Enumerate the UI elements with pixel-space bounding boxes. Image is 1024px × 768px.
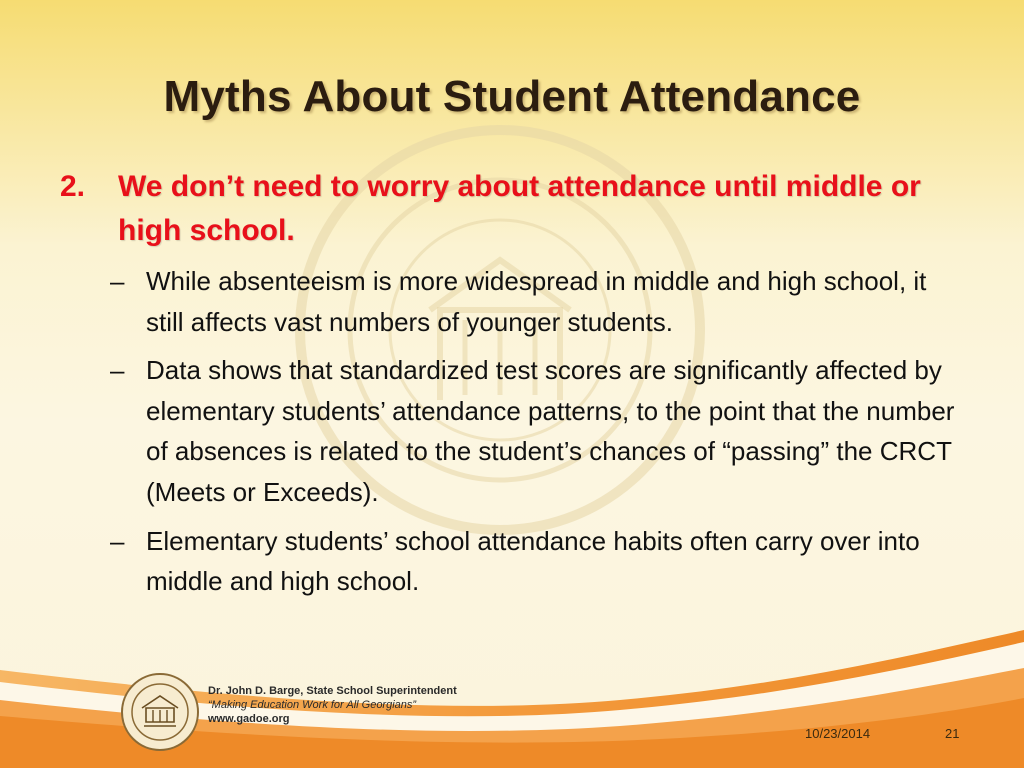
bullet-dash: – <box>110 355 125 386</box>
bullet-text: Data shows that standardized test scores are significantly affected by elementary students’ attendance patterns, to the point that the number of absences is related to the student’s chances of “passing” the CRCT (Meets or Exceeds). <box>146 355 955 507</box>
myth-number: 2. <box>60 170 86 203</box>
gadoe-seal-icon <box>120 672 200 752</box>
slide-date: 10/23/2014 <box>805 726 871 741</box>
bullet-text: Elementary students’ school attendance habits often carry over into middle and high school. <box>146 525 920 597</box>
myth-statement: We don’t need to worry about attendance until middle or high school. <box>118 170 921 247</box>
footer-org-info <box>208 684 457 726</box>
bullet-item <box>110 261 960 342</box>
slide-title: Myths About Student Attendance <box>163 72 861 121</box>
footer-motto: “Making Education Work for All Georgians” <box>208 699 417 711</box>
slide-page-number: 21 <box>945 726 960 741</box>
footer-website-link[interactable]: www.gadoe.org <box>208 713 290 725</box>
bullet-dash: – <box>110 525 125 556</box>
myth-item <box>60 165 960 253</box>
superintendent-name: Dr. John D. Barge, State School Superintendent <box>208 685 457 697</box>
bullet-dash: – <box>110 266 125 296</box>
slide-body <box>60 165 960 602</box>
bullet-item <box>110 521 960 602</box>
bullet-text: While absenteeism is more widespread in middle and high school, it still affects vast numbers of younger students. <box>146 266 927 337</box>
bullet-item <box>110 350 960 512</box>
